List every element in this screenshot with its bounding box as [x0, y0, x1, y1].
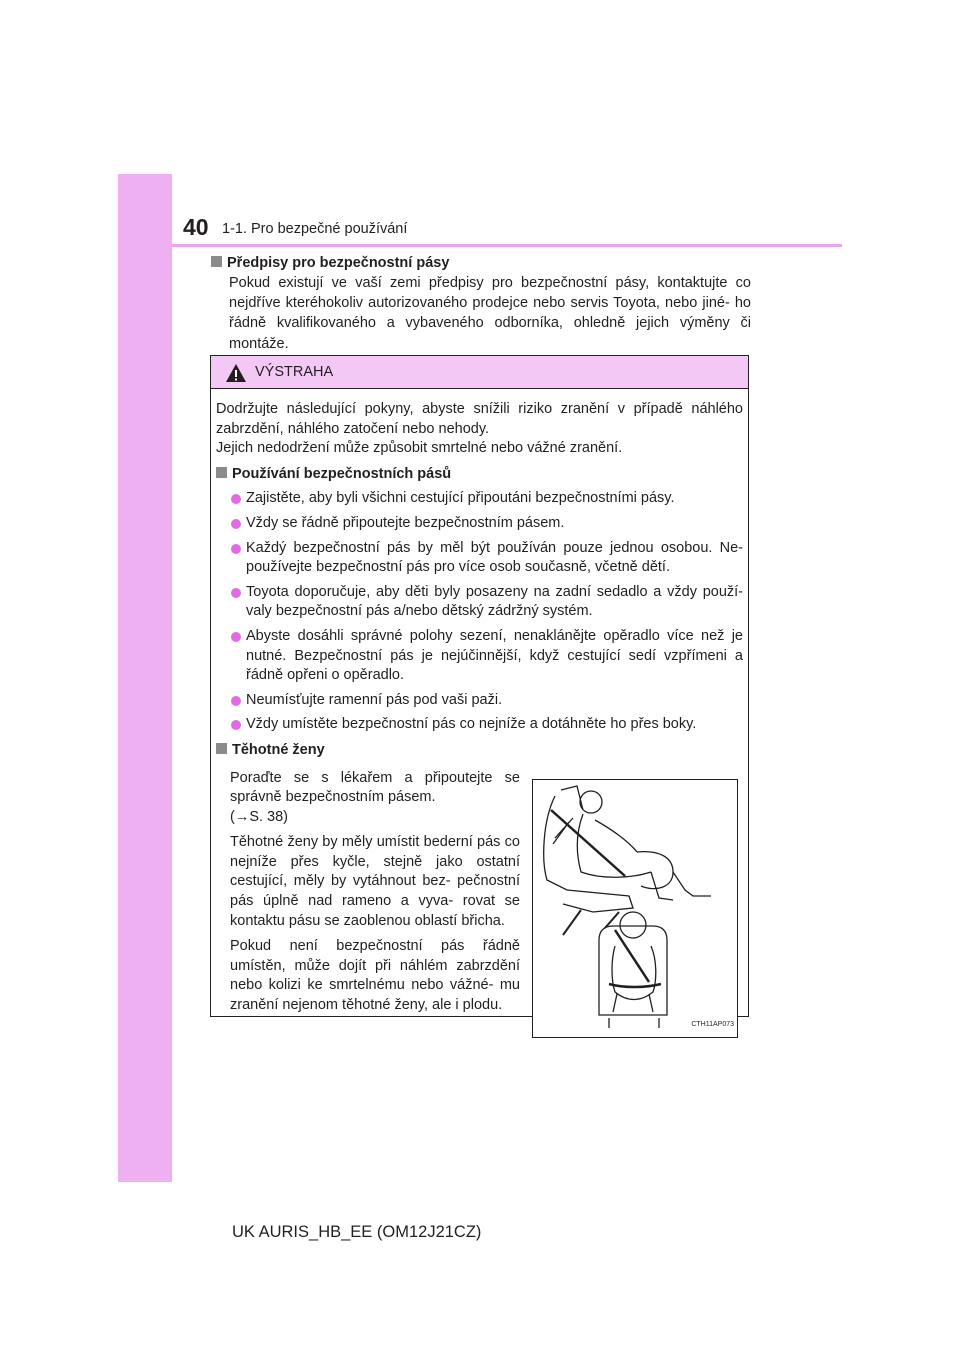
list-item-text: Zajistěte, aby byli všichni cestující připoutáni bezpečnostními pásy.	[246, 490, 675, 507]
list-item-text: Každý bezpečnostní pás by měl být používán pouze jednou osobou. Ne- používejte bezpečnostní pás pro více osob současně, včetně dětí.	[246, 539, 743, 576]
list-item-text: Abyste dosáhli správné polohy sezení, nenaklánějte opěradlo více než je nutné. Bezpečnostní pás je nejúčinnější, když cestující sedí vzpřímeni a řádně opřeni o opěradlo.	[246, 627, 743, 684]
warning-box	[210, 355, 749, 1028]
intro-paragraph: Pokud existují ve vaší zemi předpisy pro bezpečnostní pásy, kontaktujte co nejdříve kteréhokoliv autorizovaného prodejce nebo servis Toyota, nebo jiné- ho řádně kvalifikovaného a vybaveného odborníka, ohledně jejich výměny či montáže.	[229, 275, 751, 352]
pregnant-paragraph-3: Pokud není bezpečnostní pás řádně umístěn, může dojít při náhlém zabrzdění nebo kolizi ke smrtelnému nebo vážné- mu zranění nejenom těhotné ženy, ale i plodu.	[230, 938, 520, 1014]
intro-heading-text: Předpisy pro bezpečnostní pásy	[227, 255, 450, 271]
warning-title: VÝSTRAHA	[255, 364, 334, 380]
pregnant-text	[230, 769, 520, 1016]
warning-header	[211, 356, 748, 389]
list-item	[216, 715, 743, 735]
bullet-dot-icon	[231, 720, 241, 730]
bullet-dot-icon	[231, 519, 241, 529]
warning-triangle-icon	[225, 363, 247, 383]
list-item-text: Vždy umístěte bezpečnostní pás co nejníže a dotáhněte ho přes boky.	[246, 716, 697, 733]
list-item	[216, 514, 743, 534]
header-divider	[172, 244, 842, 247]
list-item-text: Toyota doporučuje, aby děti byly posazeny na zadní sedadlo a vždy použí- valy bezpečnostní pás a/nebo dětský zádržný systém.	[246, 583, 743, 620]
intro-section	[211, 253, 751, 354]
bullet-dot-icon	[231, 588, 241, 598]
bullet-dot-icon	[231, 494, 241, 504]
list-item	[216, 489, 743, 509]
illustration-code: CTH11AP073	[691, 1020, 734, 1028]
bullet-dot-icon	[231, 696, 241, 706]
pregnant-advice: Poraďte se s lékařem a připoutejte se správně bezpečnostním pásem.	[230, 769, 520, 806]
warning-consequence: Jejich nedodržení může způsobit smrtelné nebo vážné zranění.	[216, 440, 623, 457]
square-bullet-icon	[216, 467, 227, 478]
list-item-text: Neumísťujte ramenní pás pod vaši paži.	[246, 691, 503, 708]
intro-heading	[211, 253, 751, 273]
side-tab-bar	[118, 174, 172, 1182]
pregnant-section	[216, 769, 743, 1028]
list-item	[216, 627, 743, 686]
page-reference: (→S. 38)	[230, 808, 289, 825]
list-item	[216, 691, 743, 711]
seatbelt-illustration	[532, 779, 738, 1038]
bullet-dot-icon	[231, 544, 241, 554]
seatbelt-use-heading-text: Používání bezpečnostních pásů	[232, 465, 452, 482]
list-item	[216, 583, 743, 622]
warning-body	[216, 400, 743, 1028]
pregnant-women-heading-text: Těhotné ženy	[232, 741, 325, 758]
pregnant-paragraph-1	[230, 769, 520, 828]
page-number: 40	[183, 214, 209, 240]
warning-intro: Dodržujte následující pokyny, abyste snížili riziko zranění v případě náhlého zabrzdění, náhlého zatočení nebo nehody.	[216, 401, 743, 437]
pregnant-women-heading	[216, 741, 743, 761]
pregnant-paragraph-2: Těhotné ženy by měly umístit bederní pás co nejníže přes kyčle, stejně jako ostatní cestující, měly by vytáhnout bez- pečnostní pás úplně nad rameno a vyva- rovat se kontaktu pásu se zaoblenou oblastí břicha.	[230, 834, 520, 929]
bullet-dot-icon	[231, 632, 241, 642]
list-item	[216, 539, 743, 578]
footer-model-code: UK AURIS_HB_EE (OM12J21CZ)	[232, 1223, 482, 1241]
square-bullet-icon	[216, 743, 227, 754]
pregnant-seatbelt-drawing	[533, 780, 737, 1037]
section-title: 1-1. Pro bezpečné používání	[222, 221, 408, 237]
seatbelt-use-heading	[216, 465, 743, 485]
list-item-text: Vždy se řádně připoutejte bezpečnostním pásem.	[246, 514, 565, 531]
square-bullet-icon	[211, 256, 222, 267]
